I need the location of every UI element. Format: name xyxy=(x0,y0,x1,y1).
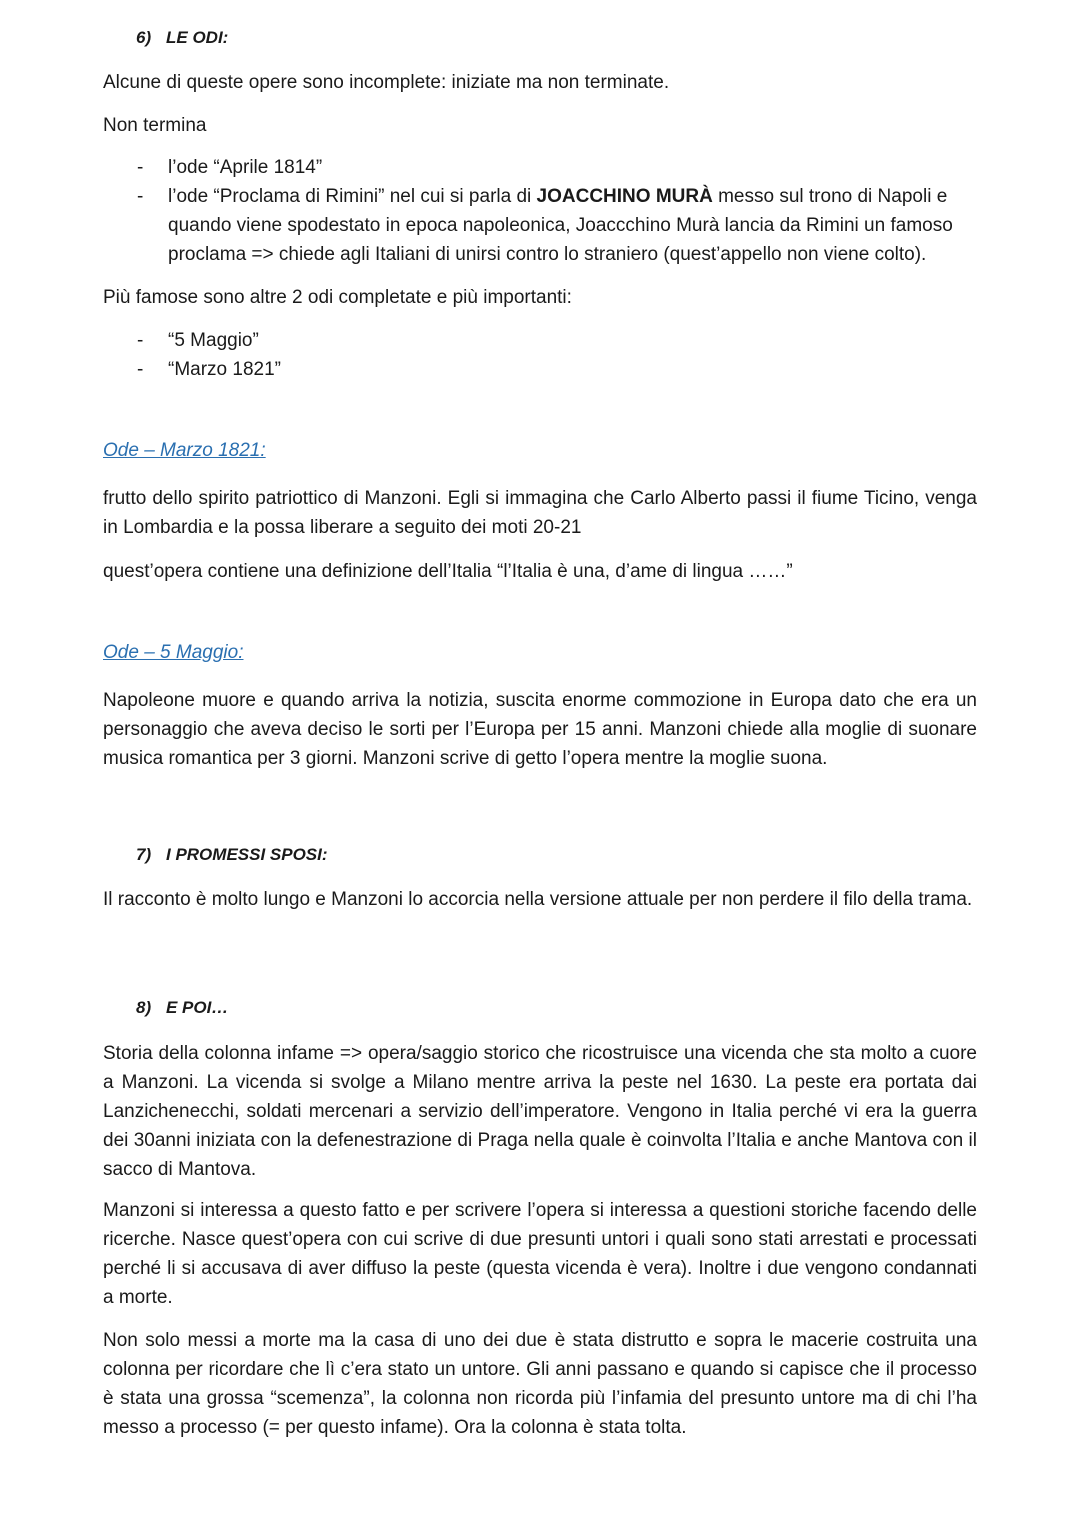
non-termina-label: Non termina xyxy=(103,115,207,136)
section-8-paragraph-3: Non solo messi a morte ma la casa di uno dei due è stata distrutto e sopra le macerie costruita una colonna per ricordare che lì c’era stato un untore. Gli anni passano e quando si capisce che il processo è stata una grossa “scemenza”, la colonna non ricorda più l’infamia del presunto untore ma di chi l’ha messo a processo (= per questo infame). Ora la colonna è stata tolta. xyxy=(103,1330,977,1438)
section-7-number: 7) xyxy=(136,845,152,864)
ode-maggio-paragraph: Napoleone muore e quando arriva la notizia, suscita enorme commozione in Europa dato che era un personaggio che aveva deciso le sorti per l’Europa per 15 anni. Manzoni chiede alla moglie di suonare musica romantica per 3 giorni. Manzoni scrive di getto l’opera mentre la moglie suona. xyxy=(103,690,977,769)
bullet-text xyxy=(168,182,983,269)
section-8-paragraph-2: Manzoni si interessa a questo fatto e per scrivere l’opera si interessa a questioni storiche facendo delle ricerche. Nasce quest’opera con cui scrive di due presunti untori i quali sono stati arrestati e processati perché li si accusava di aver diffuso la peste (questa vicenda è vera). Inoltre i due vengono condannati a morte. xyxy=(103,1200,977,1308)
bold-name: JOACCHINO MURÀ xyxy=(536,186,713,207)
section-6-number: 6) xyxy=(136,28,152,47)
section-8-number: 8) xyxy=(136,998,152,1017)
bullet-text: “5 Maggio” xyxy=(168,330,259,351)
section-7-title: I PROMESSI SPOSI: xyxy=(166,845,328,864)
bullet-dash: - xyxy=(137,330,144,351)
bullet-dash: - xyxy=(137,186,144,207)
bullet-text: “Marzo 1821” xyxy=(168,359,281,380)
bullet-dash: - xyxy=(137,359,144,380)
section-8-heading xyxy=(136,998,228,1018)
section-7-paragraph: Il racconto è molto lungo e Manzoni lo accorcia nella versione attuale per non perdere il filo della trama. xyxy=(103,889,973,910)
section-7-heading xyxy=(136,845,328,865)
ode-marzo-paragraph: frutto dello spirito patriottico di Manzoni. Egli si immagina che Carlo Alberto passi il fiume Ticino, venga in Lombardia e la possa liberare a seguito dei moti 20-21 xyxy=(103,488,977,538)
section-6-heading xyxy=(136,28,228,48)
famous-odes-intro: Più famose sono altre 2 odi completate e più importanti: xyxy=(103,287,572,308)
section-6-intro: Alcune di queste opere sono incomplete: iniziate ma non terminate. xyxy=(103,72,670,93)
ode-maggio-title: Ode – 5 Maggio: xyxy=(103,642,244,663)
bullet-dash: - xyxy=(137,157,144,178)
section-8-paragraph-1: Storia della colonna infame => opera/saggio storico che ricostruisce una vicenda che sta molto a cuore a Manzoni. La vicenda si svolge a Milano mentre arriva la peste nel 1630. La peste era portata dai Lanzichenecchi, soldati mercenari a servizio dell’imperatore. Vengono in Italia perché vi era la guerra dei 30anni iniziata con la defenestrazione di Praga nella quale è coinvolta l’Italia e anche Mantova con il sacco di Mantova. xyxy=(103,1043,977,1180)
bullet-text-after: messo sul trono di Napoli e quando viene spodestato in epoca napoleonica, Joaccchino Murà lancia da Rimini un famoso proclama => chiede agli Italiani di unirsi contro lo straniero (quest’appello non viene colto). xyxy=(168,186,953,265)
bullet-text: l’ode “Aprile 1814” xyxy=(168,157,323,178)
bullet-text-before: l’ode “Proclama di Rimini” nel cui si parla di xyxy=(168,186,537,207)
ode-marzo-title: Ode – Marzo 1821: xyxy=(103,440,266,461)
section-6-title: LE ODI: xyxy=(166,28,229,47)
section-8-title: E POI… xyxy=(166,998,229,1017)
ode-marzo-definition: quest’opera contiene una definizione dell’Italia “l’Italia è una, d’ame di lingua ……” xyxy=(103,561,793,582)
